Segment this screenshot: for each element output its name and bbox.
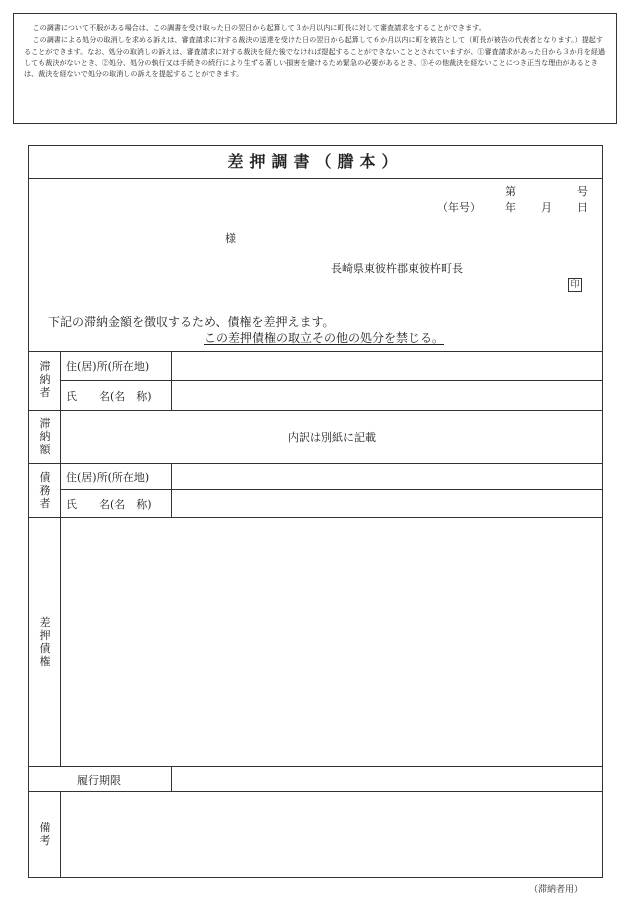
amount-label: 滞納額 <box>39 417 51 456</box>
debtor-name-label: 氏 名(名 称) <box>66 498 152 511</box>
day-label: 日 <box>577 201 588 214</box>
grid-line <box>29 351 602 352</box>
month-label: 月 <box>541 201 552 214</box>
amount-value: 内訳は別紙に記載 <box>288 431 376 444</box>
appeal-notice-paragraph-1: この調書について不服がある場合は、この調書を受け取った日の翌日から起算して３か月以内に町長に対して審査請求をすることができます。 <box>32 23 486 32</box>
delinquent-label: 滞納者 <box>39 360 51 399</box>
grid-line <box>171 351 172 410</box>
deadline-label: 履行期限 <box>77 774 121 787</box>
record-no-suffix: 号 <box>577 185 588 198</box>
issuer-name: 長崎県東彼杵郡東彼杵町長 <box>331 262 463 275</box>
grid-line <box>171 766 172 791</box>
debtor-address-label: 住(居)所(所在地) <box>66 471 150 484</box>
remarks-label: 備考 <box>39 821 51 847</box>
grid-line <box>29 410 602 411</box>
record-no-prefix: 第 <box>505 185 516 198</box>
seizure-statement: 下記の滞納金額を徴収するため、債権を差押えます。 <box>48 315 335 329</box>
grid-line <box>29 791 602 792</box>
official-seal-mark: 印 <box>568 278 582 292</box>
form-title: 差押調書（謄本） <box>29 146 602 179</box>
copy-recipient-note: （滞納者用） <box>528 885 583 895</box>
grid-line <box>29 517 602 518</box>
appeal-notice-box <box>13 13 617 124</box>
era-label: （年号） <box>437 201 481 214</box>
debtor-label: 債務者 <box>39 471 51 510</box>
prohibition-statement: この差押債権の取立その他の処分を禁じる。 <box>204 331 445 345</box>
delinquent-address-label: 住(居)所(所在地) <box>66 360 150 373</box>
addressee-honorific: 様 <box>225 232 236 245</box>
grid-line <box>60 791 61 878</box>
grid-line <box>60 489 602 490</box>
grid-line <box>60 380 602 381</box>
grid-line <box>29 463 602 464</box>
grid-line <box>60 351 61 766</box>
year-label: 年 <box>505 201 516 214</box>
grid-line <box>29 766 602 767</box>
appeal-notice-paragraph-2: この調書による処分の取消しを求める訴えは、審査請求に対する裁決の送達を受けた日の翌日から起算して６か月以内に町を被告として（町長が被告の代表者となります。）提起することができます。なお、処分の取消しの訴えは、審査請求に対する裁決を経た後でなければ提起することができないこととされていますが、①審査請求があった日から３か月を経過しても裁決がないとき、②処分、処分の執行又は手続きの続行により生ずる著しい損害を避けるため緊急の必要があるとき、③その他裁決を経ないことにつき正当な理由があるときは、裁決を経ないで処分の取消しの訴えを提起することができます。 <box>24 35 606 79</box>
seized-claim-label: 差押債権 <box>39 616 51 668</box>
delinquent-name-label: 氏 名(名 称) <box>66 390 152 403</box>
seizure-record-form <box>28 145 603 878</box>
grid-line <box>171 463 172 517</box>
